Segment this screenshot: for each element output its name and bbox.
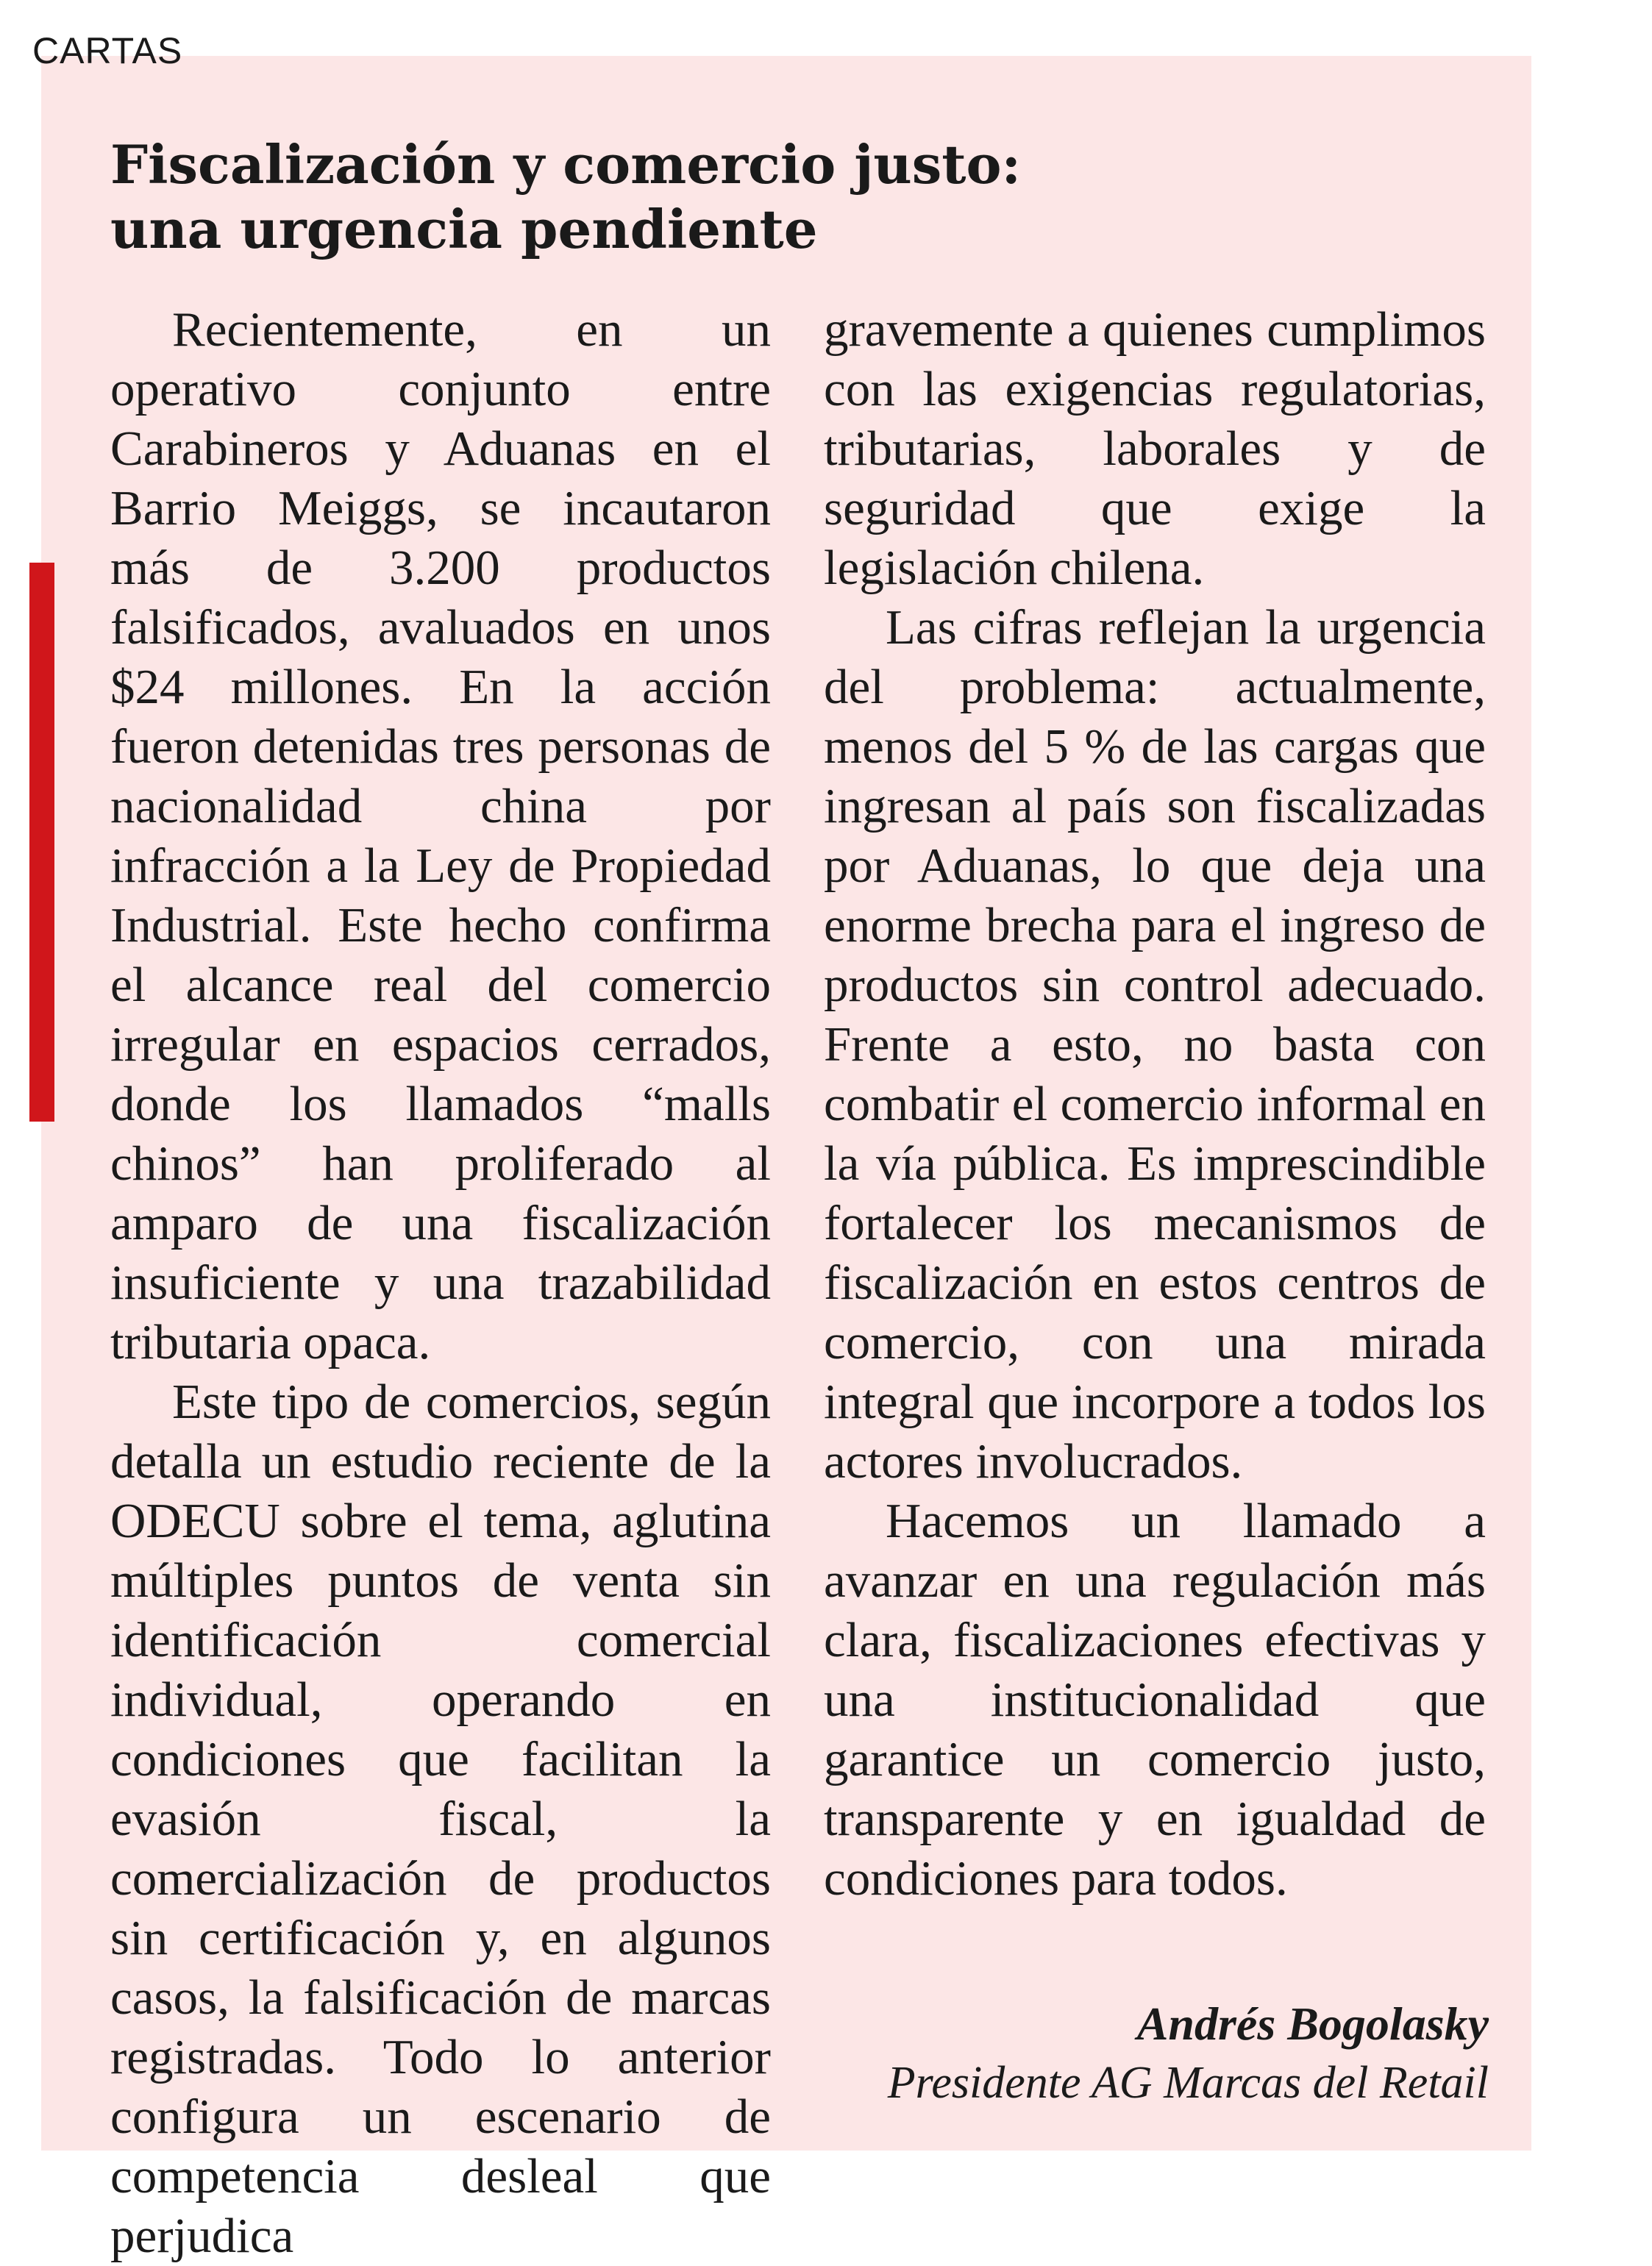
article-title: [110, 132, 1434, 262]
paragraph-2-continued: gravemente a quienes cumplimos con las exigencias regulatorias, tributarias, laborales y de seguridad que exige la legislación chilena.: [824, 302, 1486, 595]
right-column: [824, 300, 1486, 1909]
title-line-2: una urgencia pendiente: [110, 198, 818, 260]
signature-block: [888, 1995, 1489, 2112]
section-label: CARTAS: [32, 30, 183, 71]
paragraph-1: Recientemente, en un operativo conjunto entre Carabineros y Aduanas en el Barrio Meiggs, se incautaron más de 3.200 productos falsificados, avaluados en unos $24 millones. En la acción fueron detenidas tres personas de nacionalidad china por infracción a la Ley de Propiedad Industrial. Este hecho confirma el alcance real del comercio irregular en espacios cerrados, donde los llamados “malls chinos” han proliferado al amparo de una fiscalización insuficiente y una trazabilidad tributaria opaca.: [110, 302, 771, 1369]
title-line-1: Fiscalización y comercio justo:: [110, 133, 1022, 196]
accent-bar: [29, 563, 54, 1122]
paragraph-2: Este tipo de comercios, según detalla un estudio reciente de la ODECU sobre el tema, aglutina múltiples puntos de venta sin identificación comercial individual, operando en condiciones que facilitan la evasión fiscal, la comercialización de productos sin certificación y, en algunos casos, la falsificación de marcas registradas. Todo lo anterior configura un escenario de competencia desleal que perjudica: [110, 1375, 771, 2263]
author-role: Presidente AG Marcas del Retail: [887, 2058, 1489, 2108]
paragraph-4: Hacemos un llamado a avanzar en una regulación más clara, fiscalizaciones efectivas y una institucionalidad que garantice un comercio justo, transparente y en igualdad de condiciones para todos.: [824, 1494, 1486, 1906]
author-name: Andrés Bogolasky: [1136, 1998, 1489, 2050]
left-column: [110, 300, 771, 2266]
paragraph-3: Las cifras reflejan la urgencia del problema: actualmente, menos del 5 % de las cargas que ingresan al país son fiscalizadas por Aduanas, lo que deja una enorme brecha para el ingreso de productos sin control adecuado. Frente a esto, no basta con combatir el comercio informal en la vía pública. Es imprescindible fortalecer los mecanismos de fiscalización en estos centros de comercio, con una mirada integral que incorpore a todos los actores involucrados.: [824, 600, 1486, 1489]
